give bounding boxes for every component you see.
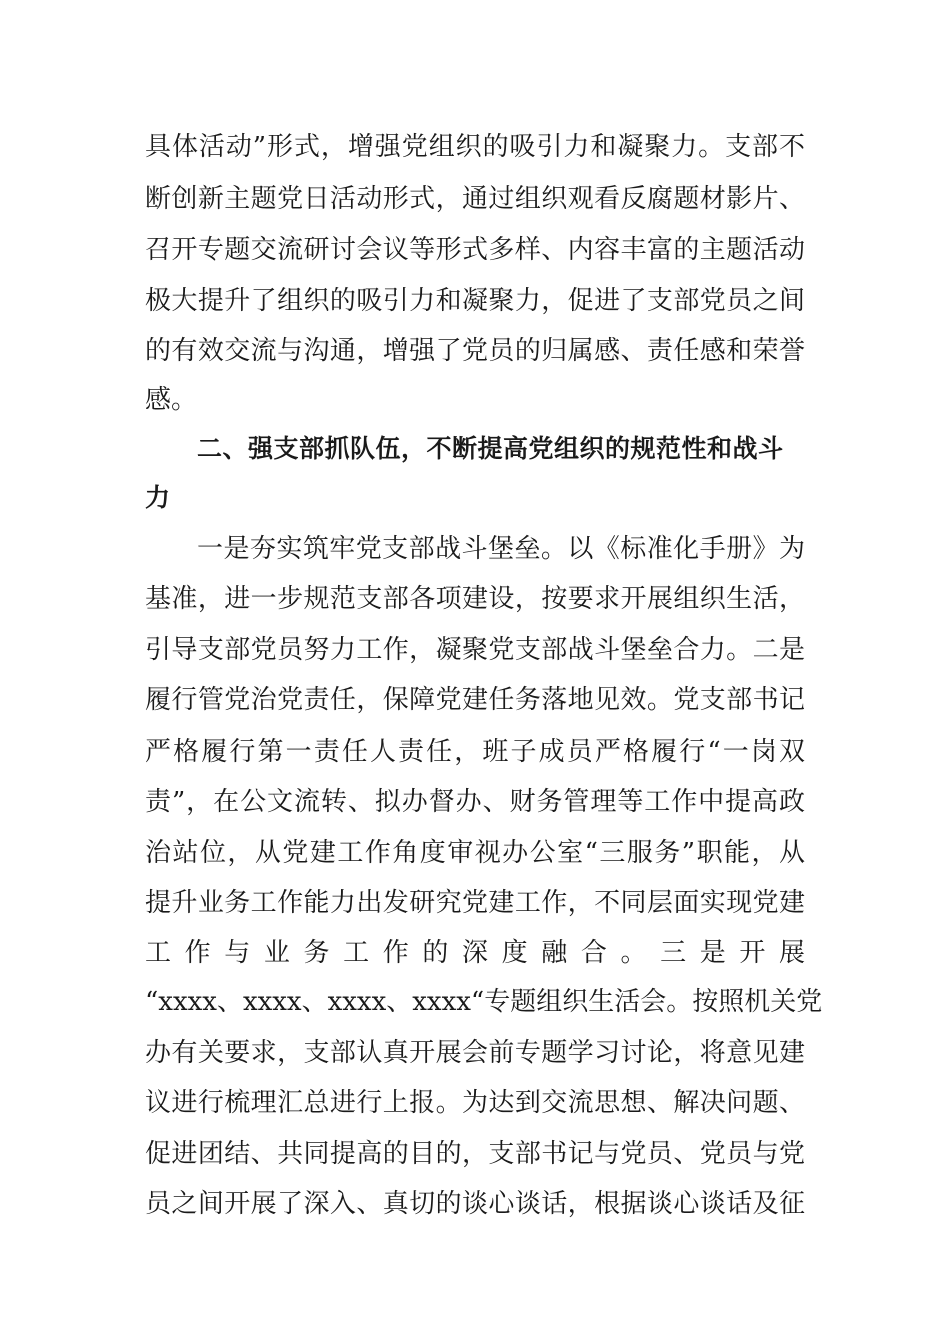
section-heading-continuation: 力 bbox=[145, 483, 171, 512]
paragraph-line: 的有效交流与沟通，增强了党员的归属感、责任感和荣誉 bbox=[145, 336, 805, 366]
paragraph-line: 召开专题交流研讨会议等形式多样、内容丰富的主题活动 bbox=[145, 235, 805, 265]
paragraph-line: 工作与业务工作的深度融合。三是开展 bbox=[145, 938, 805, 968]
paragraph-line: 极大提升了组织的吸引力和凝聚力，促进了支部党员之间 bbox=[145, 286, 805, 316]
paragraph-line: 办有关要求，支部认真开展会前专题学习讨论，将意见建 bbox=[145, 1038, 805, 1068]
paragraph-line: 感。 bbox=[145, 385, 198, 415]
paragraph-line: 促进团结、共同提高的目的，支部书记与党员、党员与党 bbox=[145, 1139, 805, 1169]
paragraph-line: 严格履行第一责任人责任，班子成员严格履行“一岗双 bbox=[145, 737, 805, 767]
paragraph-line: 具体活动”形式，增强党组织的吸引力和凝聚力。支部不 bbox=[145, 132, 805, 162]
section-heading: 二、强支部抓队伍，不断提高党组织的规范性和战斗 bbox=[197, 434, 783, 463]
paragraph-line: “xxxx、xxxx、xxxx、xxxx“专题组织生活会。按照机关党 bbox=[145, 987, 823, 1017]
paragraph-line: 议进行梳理汇总进行上报。为达到交流思想、解决问题、 bbox=[145, 1088, 805, 1118]
paragraph-line: 治站位，从党建工作角度审视办公室“三服务”职能，从 bbox=[145, 838, 805, 868]
paragraph-line: 履行管党治党责任，保障党建任务落地见效。党支部书记 bbox=[145, 685, 805, 715]
paragraph-line: 一是夯实筑牢党支部战斗堡垒。以《标准化手册》为 bbox=[197, 534, 805, 564]
paragraph-line: 提升业务工作能力出发研究党建工作，不同层面实现党建 bbox=[145, 888, 805, 918]
paragraph-line: 断创新主题党日活动形式，通过组织观看反腐题材影片、 bbox=[145, 184, 805, 214]
paragraph-line: 基准，进一步规范支部各项建设，按要求开展组织生活， bbox=[145, 584, 805, 614]
paragraph-line: 引导支部党员努力工作，凝聚党支部战斗堡垒合力。二是 bbox=[145, 635, 805, 665]
paragraph-line: 员之间开展了深入、真切的谈心谈话，根据谈心谈话及征 bbox=[145, 1189, 805, 1219]
paragraph-line: 责”，在公文流转、拟办督办、财务管理等工作中提高政 bbox=[145, 787, 805, 817]
